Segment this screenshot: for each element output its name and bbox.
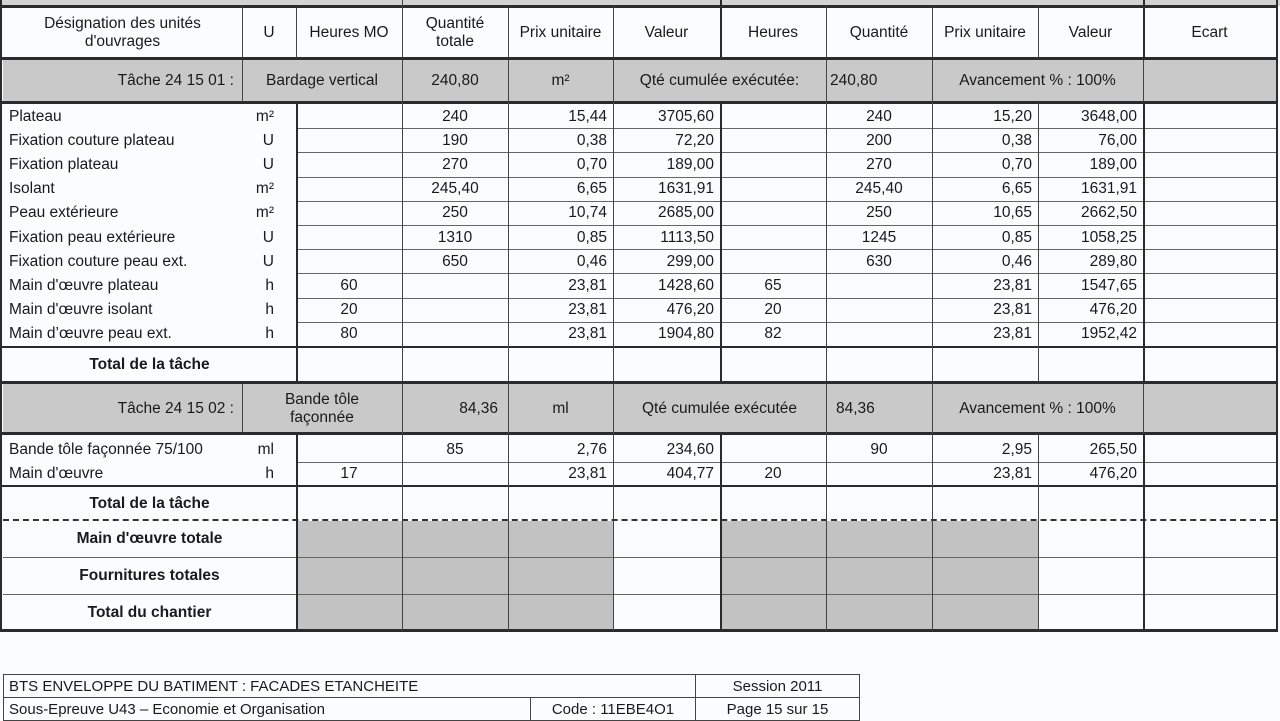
- cell-qt: [402, 462, 508, 487]
- cell-ecart: [1143, 152, 1276, 176]
- cell-pu: 23,81: [568, 276, 607, 294]
- task-cumul-value: 240,80: [830, 72, 878, 90]
- column-line: [296, 433, 298, 631]
- cell-ecart: [1143, 322, 1276, 346]
- cell-val2: 189,00: [1089, 155, 1137, 173]
- column-line: [613, 433, 614, 631]
- task-name: [242, 384, 402, 433]
- column-line: [508, 7, 509, 58]
- column-line: [0, 0, 2, 631]
- cell-hmo: 17: [340, 465, 358, 483]
- task-name: Bardage vertical: [265, 72, 378, 90]
- cell-val2: 1631,91: [1080, 180, 1137, 198]
- cell-q: [826, 273, 932, 297]
- cell-q: 630: [866, 252, 892, 270]
- task-label: Tâche 24 15 01 :: [117, 72, 234, 90]
- cell-val: 1904,80: [657, 325, 714, 343]
- cell-q: [826, 462, 932, 487]
- column-line: [613, 60, 614, 102]
- cell-hmo: [296, 128, 402, 152]
- cell-val2: 476,20: [1089, 465, 1137, 483]
- header-heures: Heures: [748, 23, 798, 41]
- column-line: [826, 102, 827, 382]
- cell-u: m²: [255, 180, 274, 198]
- column-line: [242, 7, 243, 58]
- column-line: [932, 7, 933, 58]
- cell-pu: 10,74: [568, 204, 607, 222]
- column-line: [1038, 433, 1039, 631]
- task-cumul-value: 84,36: [836, 399, 875, 417]
- column-line: [402, 0, 403, 58]
- cell-hmo: [296, 177, 402, 201]
- cell-q: [826, 298, 932, 322]
- cell-qt: 240: [442, 107, 468, 125]
- column-line: [720, 102, 722, 382]
- cell-pu: 23,81: [568, 325, 607, 343]
- cell-pu2: 23,81: [993, 325, 1032, 343]
- cell-hmo: [296, 104, 402, 128]
- header-designation-line2: d'ouvrages: [84, 32, 161, 50]
- header-prix-unitaire-2: Prix unitaire: [944, 23, 1026, 41]
- cell-qt: 270: [442, 155, 468, 173]
- cell-desig: Plateau: [9, 107, 62, 125]
- column-line: [1038, 7, 1039, 58]
- cell-pu2: 10,65: [993, 204, 1032, 222]
- cell-val2: 1952,42: [1080, 325, 1137, 343]
- column-line: [1143, 433, 1145, 631]
- header-designation-line1: Désignation des unités: [44, 15, 201, 33]
- table-bottom-border: [0, 629, 1278, 632]
- row-divider: [296, 462, 1276, 463]
- cell-ecart: [1143, 462, 1276, 487]
- cell-h: 82: [764, 325, 782, 343]
- cell-qt: 85: [446, 440, 464, 458]
- cell-hmo: [296, 225, 402, 249]
- cell-pu2: 2,95: [1001, 440, 1032, 458]
- cell-val2: 289,80: [1089, 252, 1137, 270]
- summary-site-total: Total du chantier: [87, 603, 212, 621]
- cell-h: [720, 437, 826, 462]
- column-line: [932, 102, 933, 382]
- cell-u: U: [262, 131, 274, 149]
- cell-h: [720, 225, 826, 249]
- column-line: [826, 433, 827, 631]
- cell-q: 200: [866, 131, 892, 149]
- cell-h: 20: [764, 465, 782, 483]
- header-unit: U: [263, 23, 275, 41]
- row-divider: [296, 201, 1276, 202]
- column-line: [932, 384, 933, 433]
- column-line: [720, 433, 722, 631]
- task-progress: Avancement % : 100%: [959, 399, 1116, 417]
- column-line: [826, 7, 827, 58]
- cell-ecart: [1143, 249, 1276, 273]
- summary-grey-block-left: [296, 521, 613, 630]
- cell-desig: Main d'œuvre plateau: [9, 276, 159, 294]
- column-line: [242, 384, 243, 433]
- cell-val: 1428,60: [657, 276, 714, 294]
- column-line: [296, 7, 297, 58]
- cell-u: m²: [255, 204, 274, 222]
- cell-desig: Fixation couture plateau: [9, 131, 175, 149]
- cell-pu: 0,85: [576, 228, 607, 246]
- footer-code: Code : 11EBE4O1: [530, 697, 696, 721]
- cell-hmo: [296, 437, 402, 462]
- column-line: [402, 102, 403, 382]
- cell-val: 1631,91: [657, 180, 714, 198]
- cell-qt: [402, 298, 508, 322]
- cell-qt: 250: [442, 204, 468, 222]
- summary-labour-total: Main d'œuvre totale: [76, 530, 223, 548]
- cell-pu2: 0,38: [1001, 131, 1032, 149]
- cell-u: U: [262, 155, 274, 173]
- cell-desig: Main d’œuvre peau ext.: [9, 325, 172, 343]
- cell-h: [720, 177, 826, 201]
- column-line: [242, 60, 243, 102]
- cell-qt: [402, 273, 508, 297]
- cell-u: m²: [255, 107, 274, 125]
- task-cumul-label: Qté cumulée exécutée:: [639, 72, 800, 90]
- header-quantite: Quantité: [849, 23, 909, 41]
- cell-hmo: [296, 201, 402, 225]
- column-line: [720, 0, 722, 58]
- cell-pu2: 23,81: [993, 276, 1032, 294]
- task-cumul-label: Qté cumulée exécutée: [641, 399, 798, 417]
- cell-desig: Main d'œuvre: [9, 465, 104, 483]
- cell-u: h: [265, 325, 274, 343]
- column-line: [1143, 0, 1145, 58]
- column-line: [1038, 102, 1039, 382]
- header-qte-line1: Quantité: [425, 15, 485, 33]
- header-designation: [3, 7, 242, 58]
- cell-q: 240: [866, 107, 892, 125]
- cell-q: 250: [866, 204, 892, 222]
- cell-hmo: 80: [340, 325, 358, 343]
- cell-pu: 23,81: [568, 301, 607, 319]
- divider: [0, 432, 1278, 435]
- cell-val: 476,20: [666, 301, 714, 319]
- document-footer: [3, 674, 860, 720]
- cell-qt: 190: [442, 131, 468, 149]
- column-line: [1276, 0, 1278, 631]
- cell-q: [826, 322, 932, 346]
- task-total-label: Total de la tâche: [89, 356, 210, 374]
- header-heures-mo: Heures MO: [309, 23, 389, 41]
- header-qte-line2: totale: [436, 32, 474, 50]
- column-line: [508, 102, 509, 382]
- cell-pu2: 0,85: [1001, 228, 1032, 246]
- cell-u: U: [262, 228, 274, 246]
- column-line: [932, 60, 933, 102]
- cell-q: 245,40: [855, 180, 903, 198]
- task-unit: ml: [552, 399, 569, 417]
- column-line: [296, 102, 298, 382]
- cell-pu: 23,81: [568, 465, 607, 483]
- row-divider: [296, 152, 1276, 153]
- summary-supplies-total: Fournitures totales: [79, 567, 220, 585]
- row-divider: [296, 273, 1276, 274]
- task-quantity: 84,36: [459, 399, 498, 417]
- footer-subtitle: Sous-Epreuve U43 – Economie et Organisation: [3, 697, 531, 721]
- cell-val2: 1547,65: [1080, 276, 1137, 294]
- column-line: [613, 384, 614, 433]
- cell-ecart: [1143, 177, 1276, 201]
- cell-hmo: 60: [340, 276, 358, 294]
- column-line: [508, 60, 509, 102]
- header-prix-unitaire: Prix unitaire: [519, 23, 602, 41]
- column-line: [508, 384, 509, 433]
- cell-ecart: [1143, 225, 1276, 249]
- cell-pu: 0,70: [576, 155, 607, 173]
- cell-desig: Fixation peau extérieure: [9, 228, 176, 246]
- row-divider: [296, 322, 1276, 323]
- cell-pu: 0,38: [576, 131, 607, 149]
- cell-val: 299,00: [666, 252, 714, 270]
- cell-u: h: [265, 465, 274, 483]
- cell-pu2: 6,65: [1001, 180, 1032, 198]
- cell-h: [720, 128, 826, 152]
- cell-u: h: [265, 276, 274, 294]
- cell-pu2: 0,70: [1001, 155, 1032, 173]
- task-progress: Avancement % : 100%: [959, 72, 1116, 90]
- cell-h: 20: [764, 301, 782, 319]
- column-line: [1143, 60, 1144, 102]
- cell-qt: 650: [442, 252, 468, 270]
- footer-page: Page 15 sur 15: [695, 697, 860, 721]
- cell-pu: 2,76: [576, 440, 607, 458]
- cell-val: 3705,60: [657, 107, 714, 125]
- cell-u: ml: [257, 440, 274, 458]
- cell-desig: Peau extérieure: [9, 204, 119, 222]
- column-line: [826, 60, 827, 102]
- cell-ecart: [1143, 273, 1276, 297]
- cell-q: 1245: [861, 228, 897, 246]
- cell-ecart: [1143, 298, 1276, 322]
- cell-desig: Fixation couture peau ext.: [9, 252, 188, 270]
- task-name-line2: façonnée: [290, 408, 354, 426]
- cell-u: U: [262, 252, 274, 270]
- header-quantite-totale: [402, 7, 508, 58]
- row-divider: [296, 225, 1276, 226]
- task-unit: m²: [551, 72, 570, 90]
- column-line: [826, 384, 827, 433]
- cell-h: [720, 201, 826, 225]
- task-quantity: 240,80: [431, 72, 479, 90]
- footer-title: BTS ENVELOPPE DU BATIMENT : FACADES ETANCHEITE: [3, 674, 696, 698]
- cell-pu2: 23,81: [993, 465, 1032, 483]
- summary-grey-block-right: [720, 521, 1038, 630]
- cell-val: 404,77: [666, 465, 714, 483]
- cell-val2: 76,00: [1098, 131, 1137, 149]
- cell-val: 1113,50: [660, 228, 714, 246]
- cell-ecart: [1143, 104, 1276, 128]
- cell-hmo: 20: [340, 301, 358, 319]
- cell-val2: 476,20: [1089, 301, 1137, 319]
- cell-pu: 0,46: [576, 252, 607, 270]
- cell-q: 270: [866, 155, 892, 173]
- cell-hmo: [296, 152, 402, 176]
- cell-qt: [402, 322, 508, 346]
- column-line: [402, 433, 403, 631]
- row-divider: [296, 249, 1276, 250]
- cell-desig: Main d'œuvre isolant: [9, 301, 153, 319]
- cell-desig: Isolant: [9, 180, 55, 198]
- cell-hmo: [296, 249, 402, 273]
- cell-qt: 245,40: [431, 180, 479, 198]
- task-label: Tâche 24 15 02 :: [117, 399, 234, 417]
- cell-desig: Bande tôle façonnée 75/100: [9, 440, 203, 458]
- row-divider: [296, 298, 1276, 299]
- cell-pu2: 0,46: [1001, 252, 1032, 270]
- cell-val2: 2662,50: [1080, 204, 1137, 222]
- cell-val: 234,60: [666, 440, 714, 458]
- cell-h: [720, 249, 826, 273]
- cell-pu2: 23,81: [993, 301, 1032, 319]
- cell-h: [720, 104, 826, 128]
- cell-pu: 15,44: [568, 107, 607, 125]
- cell-q: 90: [870, 440, 888, 458]
- cell-pu: 6,65: [576, 180, 607, 198]
- column-line: [508, 433, 509, 631]
- column-line: [1143, 102, 1145, 382]
- row-divider: [296, 128, 1276, 129]
- cell-h: [720, 152, 826, 176]
- header-valeur-2: Valeur: [1068, 23, 1113, 41]
- footer-session: Session 2011: [695, 674, 860, 698]
- task-total-label: Total de la tâche: [89, 494, 210, 512]
- cell-val: 2685,00: [657, 204, 714, 222]
- row-divider: [296, 177, 1276, 178]
- header-valeur: Valeur: [644, 23, 689, 41]
- column-line: [932, 433, 933, 631]
- task-name-line1: Bande tôle: [284, 391, 360, 409]
- cell-pu2: 15,20: [993, 107, 1032, 125]
- header-ecart: Ecart: [1191, 23, 1228, 41]
- cell-val2: 265,50: [1089, 440, 1137, 458]
- cell-ecart: [1143, 201, 1276, 225]
- cell-val: 72,20: [675, 131, 714, 149]
- column-line: [1143, 384, 1144, 433]
- cell-ecart: [1143, 437, 1276, 462]
- cell-desig: Fixation plateau: [9, 155, 119, 173]
- cell-ecart: [1143, 128, 1276, 152]
- cell-qt: 1310: [437, 228, 473, 246]
- column-line: [402, 384, 403, 433]
- column-line: [402, 60, 403, 102]
- cell-val2: 3648,00: [1080, 107, 1137, 125]
- cell-val: 189,00: [666, 155, 714, 173]
- column-line: [613, 102, 614, 382]
- cell-val2: 1058,25: [1080, 228, 1137, 246]
- column-line: [613, 7, 614, 58]
- cell-u: h: [265, 301, 274, 319]
- cell-h: 65: [764, 276, 782, 294]
